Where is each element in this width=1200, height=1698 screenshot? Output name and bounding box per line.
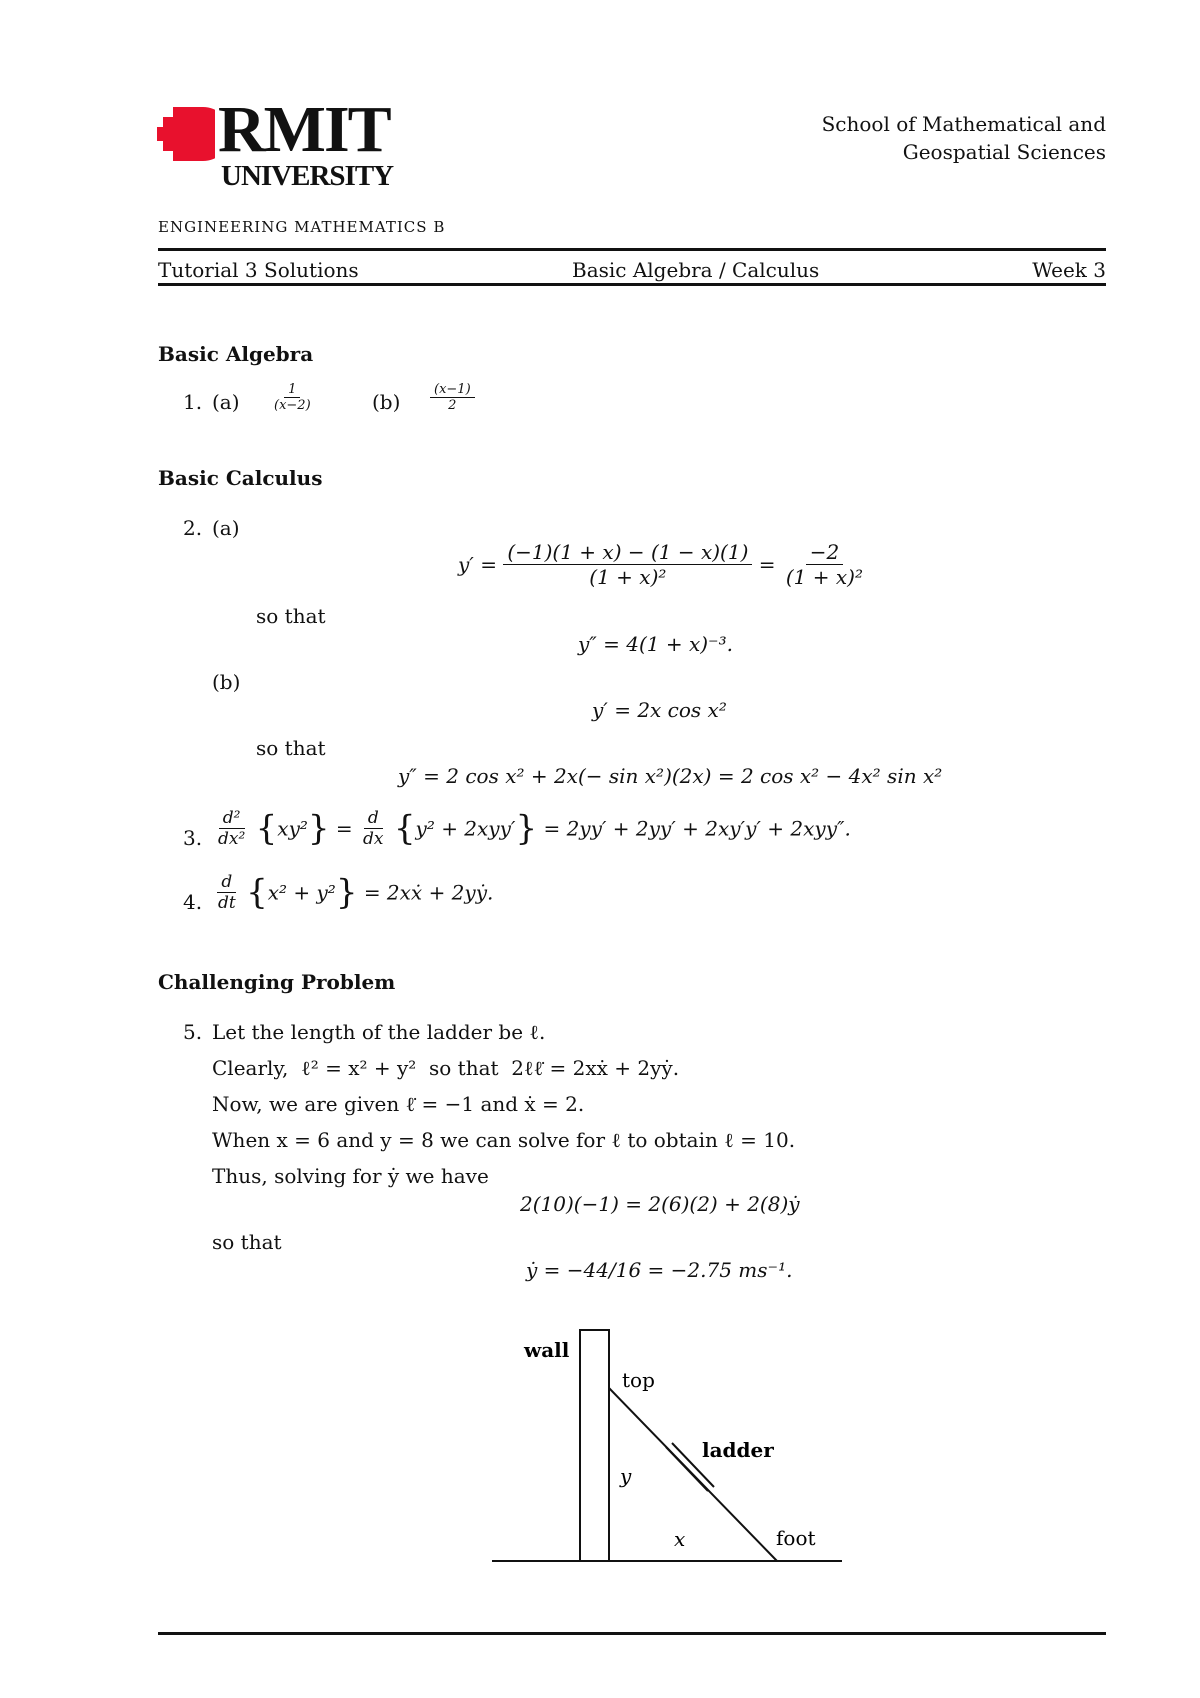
q2-a-label: (a)	[212, 516, 240, 540]
header-right: Week 3	[1032, 258, 1106, 282]
q2-a-numerator1: (−1)(1 + x) − (1 − x)(1)	[503, 540, 752, 565]
section-heading-algebra: Basic Algebra	[158, 342, 314, 366]
q5-so-that: so that	[212, 1230, 282, 1254]
q2-a-denominator1: (1 + x)²	[589, 565, 667, 589]
logo-word: RMIT	[218, 93, 390, 166]
q4-number: 4.	[183, 890, 203, 914]
q5-number: 5.	[183, 1020, 203, 1044]
q3-d2-numerator: d²	[219, 808, 245, 829]
q1-b-denominator: 2	[448, 398, 457, 413]
q3-expression	[214, 808, 851, 849]
q5-line5: Thus, solving for ẏ we have	[212, 1164, 489, 1188]
section-heading-calculus: Basic Calculus	[158, 466, 323, 490]
label-ladder: ladder	[702, 1438, 774, 1462]
q1-a-fraction	[270, 382, 315, 413]
right-brace-icon: }	[515, 808, 538, 849]
q4-d-numerator: d	[217, 872, 236, 893]
footer-rule	[158, 1632, 1106, 1635]
logo-subword: UNIVERSITY	[221, 160, 394, 192]
q2-a-denominator2: (1 + x)²	[785, 565, 863, 589]
q2-a-second-derivative: y″ = 4(1 + x)⁻³.	[578, 632, 733, 656]
q5-line3: Now, we are given ℓ̇ = −1 and ẋ = 2.	[212, 1092, 585, 1116]
q2-a-numerator2: −2	[806, 540, 843, 565]
q2-a-derivative	[458, 540, 867, 589]
rmit-logo	[155, 93, 405, 200]
q2-b-label: (b)	[212, 670, 241, 694]
q4-inner: x² + y²	[267, 880, 336, 905]
label-wall: wall	[524, 1338, 570, 1362]
q5-line2: Clearly, ℓ² = x² + y² so that 2ℓℓ̇ = 2xẋ + 2yẏ.	[212, 1056, 680, 1080]
q2-b-second-derivative: y″ = 2 cos x² + 2x(− sin x²)(2x) = 2 cos x² − 4x² sin x²	[398, 764, 943, 788]
right-brace-icon: }	[307, 808, 330, 849]
q4-rest: = 2xẋ + 2yẏ.	[363, 880, 494, 905]
q1-a-numerator: 1	[284, 382, 300, 398]
q2-a-equals: =	[758, 552, 776, 577]
label-top: top	[622, 1368, 655, 1392]
header-center: Basic Algebra / Calculus	[572, 258, 820, 282]
left-brace-icon: {	[393, 808, 416, 849]
q2-a-lhs: y′ =	[458, 552, 497, 577]
label-foot: foot	[776, 1526, 816, 1550]
q3-inner2: y² + 2xyy′	[415, 816, 516, 841]
left-brace-icon: {	[255, 808, 278, 849]
q3-d-numerator: d	[364, 808, 383, 829]
q1-a-denominator: (x−2)	[274, 398, 311, 413]
school-name-line2: Geospatial Sciences	[902, 140, 1106, 164]
q5-equation2: ẏ = −44/16 = −2.75 ms⁻¹.	[526, 1258, 793, 1282]
q5-line1: Let the length of the ladder be ℓ.	[212, 1020, 546, 1044]
q3-equals: =	[335, 816, 353, 841]
q2-b-first-derivative: y′ = 2x cos x²	[592, 698, 727, 722]
label-x: x	[674, 1527, 686, 1551]
q3-rest: = 2yy′ + 2yy′ + 2xy′y′ + 2xyy″.	[543, 816, 851, 841]
q2-so-that-2: so that	[256, 736, 326, 760]
q1-a-label: (a)	[212, 390, 240, 414]
q1-number: 1.	[183, 390, 203, 414]
left-brace-icon: {	[246, 872, 268, 913]
q3-d-denominator: dx	[363, 829, 384, 849]
right-brace-icon: }	[335, 872, 358, 913]
course-title: ENGINEERING MATHEMATICS B	[158, 218, 446, 236]
q2-number: 2.	[183, 516, 203, 540]
q1-b-label: (b)	[372, 390, 401, 414]
q5-equation1: 2(10)(−1) = 2(6)(2) + 2(8)ẏ	[520, 1192, 800, 1216]
header-rule-top	[158, 248, 1106, 251]
section-heading-challenge: Challenging Problem	[158, 970, 396, 994]
header-left: Tutorial 3 Solutions	[158, 258, 359, 282]
q1-b-numerator: (x−1)	[430, 382, 475, 398]
header-rule-bottom	[158, 283, 1106, 286]
q3-number: 3.	[183, 826, 203, 850]
q2-so-that-1: so that	[256, 604, 326, 628]
q3-d2-denominator: dx²	[218, 829, 246, 849]
q1-b-fraction	[430, 382, 475, 413]
ladder-diagram	[480, 1320, 850, 1580]
label-y: y	[620, 1464, 632, 1488]
q4-expression	[214, 872, 493, 913]
q5-line4: When x = 6 and y = 8 we can solve for ℓ to obtain ℓ = 10.	[212, 1128, 796, 1152]
q4-d-denominator: dt	[218, 893, 236, 913]
school-name-line1: School of Mathematical and	[821, 112, 1106, 136]
wall-rect	[580, 1330, 609, 1561]
logo-mark-icon	[155, 105, 215, 165]
q3-inner1: xy²	[277, 816, 308, 841]
